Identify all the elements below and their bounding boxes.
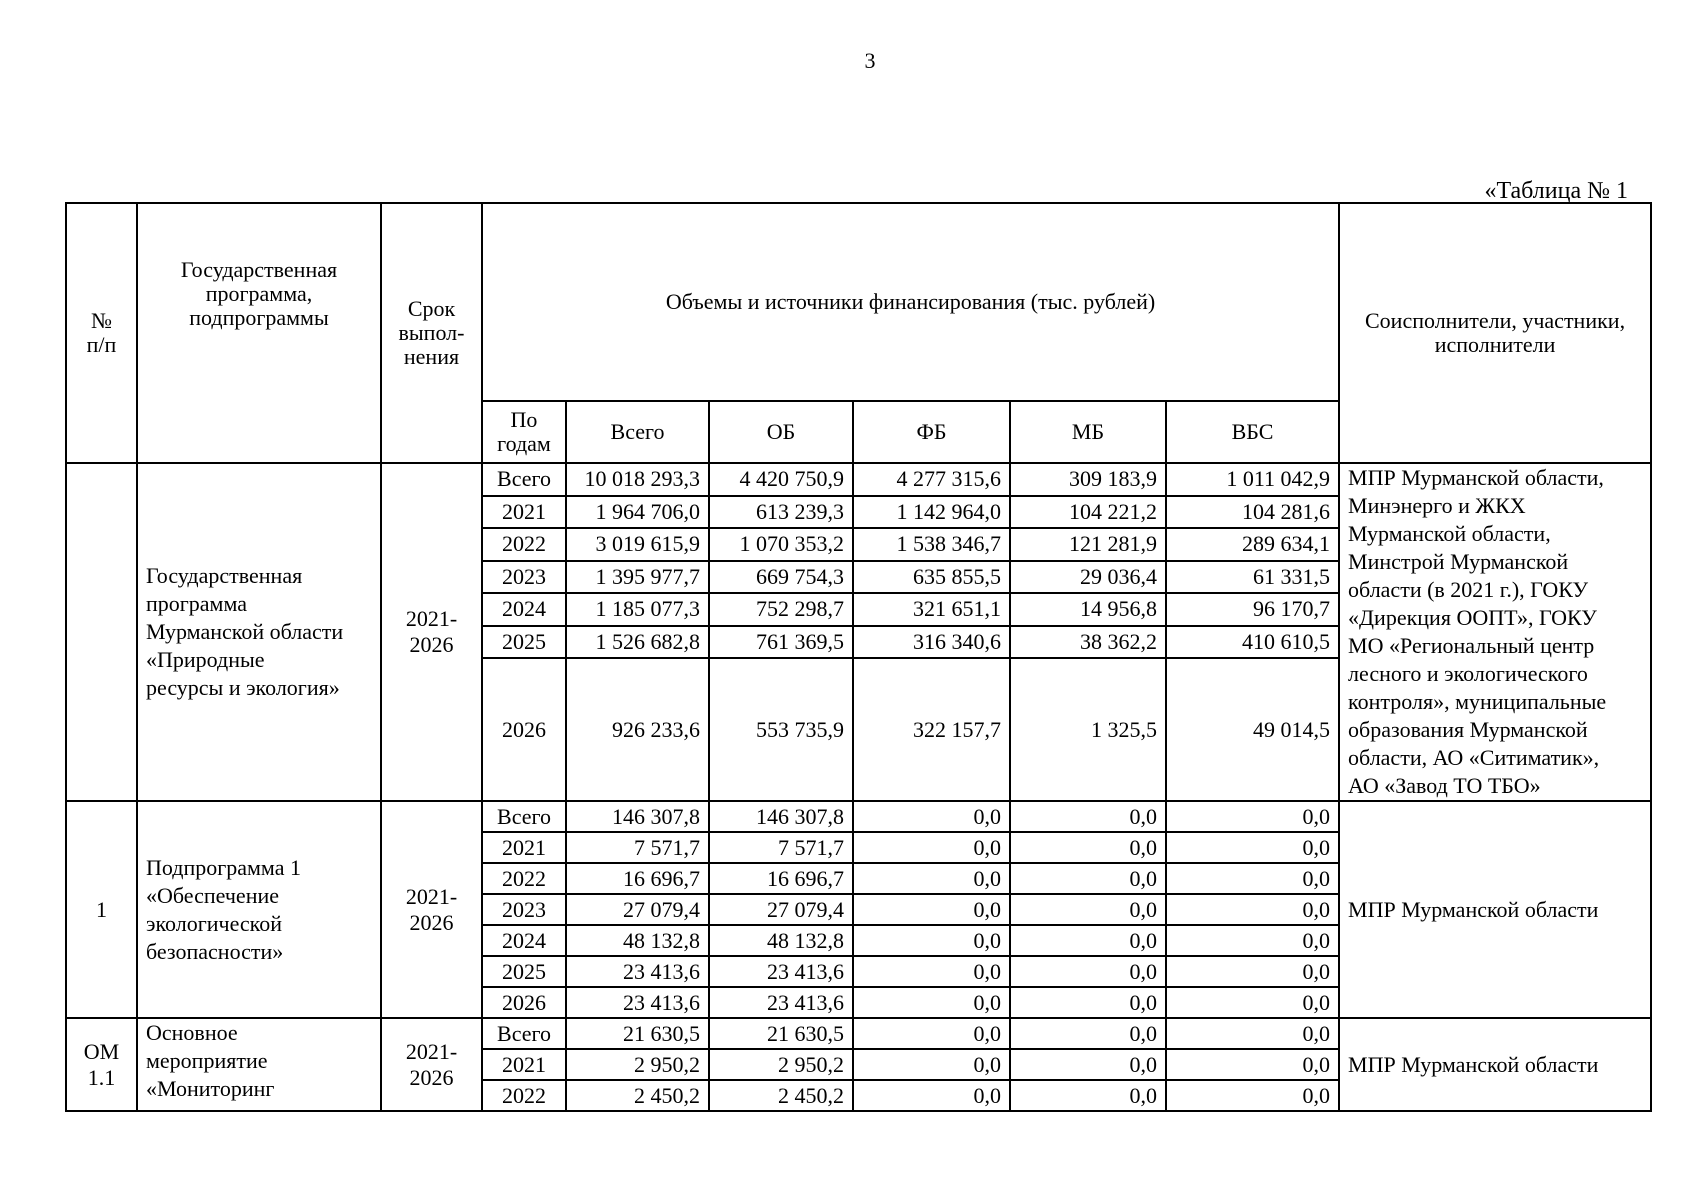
cell-vbs: 0,0 (1166, 1049, 1339, 1080)
cell-year: Всего (482, 1018, 566, 1049)
cell-year: Всего (482, 463, 566, 496)
cell-mb: 0,0 (1010, 894, 1166, 925)
cell-year: 2021 (482, 496, 566, 529)
header-no: № п/п (66, 203, 137, 463)
cell-total: 7 571,7 (566, 832, 709, 863)
cell-mb: 121 281,9 (1010, 528, 1166, 561)
cell-total: 23 413,6 (566, 987, 709, 1018)
cell-vbs: 289 634,1 (1166, 528, 1339, 561)
subheader-vbs: ВБС (1166, 401, 1339, 463)
cell-vbs: 0,0 (1166, 894, 1339, 925)
cell-mb: 14 956,8 (1010, 593, 1166, 626)
cell-fb: 0,0 (853, 1080, 1010, 1111)
cell-vbs: 0,0 (1166, 1080, 1339, 1111)
cell-fb: 0,0 (853, 987, 1010, 1018)
cell-vbs: 49 014,5 (1166, 658, 1339, 801)
subheader-years: По годам (482, 401, 566, 463)
cell-vbs: 96 170,7 (1166, 593, 1339, 626)
header-term: Срок выпол- нения (381, 203, 482, 463)
cell-ob: 27 079,4 (709, 894, 853, 925)
cell-year: 2026 (482, 658, 566, 801)
cell-vbs: 0,0 (1166, 832, 1339, 863)
cell-year: 2024 (482, 925, 566, 956)
cell-total: 2 950,2 (566, 1049, 709, 1080)
program-name: Государственная программа Мурманской области «Природные ресурсы и экология» (137, 463, 381, 801)
cell-year: 2021 (482, 832, 566, 863)
table-row (66, 463, 1651, 496)
cell-year: 2026 (482, 987, 566, 1018)
cell-total: 146 307,8 (566, 801, 709, 832)
cell-mb: 309 183,9 (1010, 463, 1166, 496)
header-row (66, 203, 1651, 401)
cell-vbs: 0,0 (1166, 1018, 1339, 1049)
cell-total: 926 233,6 (566, 658, 709, 801)
cell-ob: 752 298,7 (709, 593, 853, 626)
header-volumes: Объемы и источники финансирования (тыс. рублей) (482, 203, 1339, 401)
program-name: Основное мероприятие «Мониторинг (137, 1018, 381, 1111)
cell-ob: 16 696,7 (709, 863, 853, 894)
page-number: 3 (864, 48, 876, 73)
cell-year: 2025 (482, 956, 566, 987)
cell-mb: 0,0 (1010, 987, 1166, 1018)
header-program: Государственная программа, подпрограммы (137, 203, 381, 463)
cell-total: 23 413,6 (566, 956, 709, 987)
cell-total: 27 079,4 (566, 894, 709, 925)
cell-ob: 2 450,2 (709, 1080, 853, 1111)
subheader-ob: ОБ (709, 401, 853, 463)
cell-vbs: 0,0 (1166, 925, 1339, 956)
cell-vbs: 1 011 042,9 (1166, 463, 1339, 496)
cell-vbs: 61 331,5 (1166, 561, 1339, 594)
cell-year: Всего (482, 801, 566, 832)
cell-ob: 7 571,7 (709, 832, 853, 863)
row-number: 1 (66, 801, 137, 1018)
term: 2021- 2026 (381, 463, 482, 801)
cell-ob: 669 754,3 (709, 561, 853, 594)
cell-fb: 0,0 (853, 863, 1010, 894)
program-name: Подпрограмма 1 «Обеспечение экологической безопасности» (137, 801, 381, 1018)
cell-mb: 38 362,2 (1010, 626, 1166, 659)
subheader-total: Всего (566, 401, 709, 463)
cell-vbs: 410 610,5 (1166, 626, 1339, 659)
cell-ob: 4 420 750,9 (709, 463, 853, 496)
cell-ob: 553 735,9 (709, 658, 853, 801)
cell-total: 3 019 615,9 (566, 528, 709, 561)
cell-ob: 761 369,5 (709, 626, 853, 659)
cell-mb: 0,0 (1010, 863, 1166, 894)
table-caption: «Таблица № 1 (1484, 178, 1628, 204)
cell-fb: 4 277 315,6 (853, 463, 1010, 496)
cell-total: 1 526 682,8 (566, 626, 709, 659)
cell-fb: 321 651,1 (853, 593, 1010, 626)
cell-fb: 0,0 (853, 801, 1010, 832)
header-executors: Соисполнители, участники, исполнители (1339, 203, 1651, 463)
financing-table (65, 202, 1652, 1112)
cell-ob: 146 307,8 (709, 801, 853, 832)
term: 2021- 2026 (381, 1018, 482, 1111)
cell-total: 1 395 977,7 (566, 561, 709, 594)
cell-year: 2022 (482, 1080, 566, 1111)
subheader-mb: МБ (1010, 401, 1166, 463)
cell-mb: 0,0 (1010, 832, 1166, 863)
cell-fb: 0,0 (853, 832, 1010, 863)
table-row (66, 1018, 1651, 1049)
cell-vbs: 0,0 (1166, 956, 1339, 987)
cell-ob: 23 413,6 (709, 956, 853, 987)
cell-ob: 1 070 353,2 (709, 528, 853, 561)
cell-ob: 2 950,2 (709, 1049, 853, 1080)
cell-mb: 0,0 (1010, 1049, 1166, 1080)
cell-fb: 0,0 (853, 925, 1010, 956)
cell-ob: 48 132,8 (709, 925, 853, 956)
cell-fb: 316 340,6 (853, 626, 1010, 659)
cell-mb: 0,0 (1010, 1018, 1166, 1049)
cell-vbs: 0,0 (1166, 801, 1339, 832)
cell-mb: 0,0 (1010, 925, 1166, 956)
cell-fb: 0,0 (853, 894, 1010, 925)
cell-mb: 0,0 (1010, 1080, 1166, 1111)
cell-fb: 0,0 (853, 1049, 1010, 1080)
cell-fb: 0,0 (853, 956, 1010, 987)
executors: МПР Мурманской области, Минэнерго и ЖКХ Мурманской области, Минстрой Мурманской области (в 2021 г.), ГОКУ «Дирекция ООПТ», ГОКУ МО «Региональный центр лесного и экологического контроля», муниципальные образования Мурманской области, АО «Ситиматик», АО «Завод ТО ТБО» (1339, 463, 1651, 801)
cell-fb: 0,0 (853, 1018, 1010, 1049)
cell-total: 21 630,5 (566, 1018, 709, 1049)
cell-year: 2022 (482, 863, 566, 894)
executors: МПР Мурманской области (1339, 1018, 1651, 1111)
cell-total: 1 185 077,3 (566, 593, 709, 626)
cell-mb: 29 036,4 (1010, 561, 1166, 594)
cell-total: 48 132,8 (566, 925, 709, 956)
executors: МПР Мурманской области (1339, 801, 1651, 1018)
cell-total: 10 018 293,3 (566, 463, 709, 496)
cell-vbs: 0,0 (1166, 987, 1339, 1018)
cell-year: 2021 (482, 1049, 566, 1080)
cell-mb: 0,0 (1010, 956, 1166, 987)
cell-fb: 635 855,5 (853, 561, 1010, 594)
cell-ob: 23 413,6 (709, 987, 853, 1018)
row-number: ОМ 1.1 (66, 1018, 137, 1111)
cell-mb: 0,0 (1010, 801, 1166, 832)
cell-vbs: 104 281,6 (1166, 496, 1339, 529)
cell-year: 2024 (482, 593, 566, 626)
cell-total: 16 696,7 (566, 863, 709, 894)
cell-fb: 1 142 964,0 (853, 496, 1010, 529)
table-row (66, 801, 1651, 832)
cell-year: 2025 (482, 626, 566, 659)
subheader-fb: ФБ (853, 401, 1010, 463)
cell-year: 2023 (482, 894, 566, 925)
cell-vbs: 0,0 (1166, 863, 1339, 894)
term: 2021- 2026 (381, 801, 482, 1018)
cell-ob: 613 239,3 (709, 496, 853, 529)
cell-total: 1 964 706,0 (566, 496, 709, 529)
cell-total: 2 450,2 (566, 1080, 709, 1111)
cell-year: 2023 (482, 561, 566, 594)
cell-fb: 322 157,7 (853, 658, 1010, 801)
cell-mb: 104 221,2 (1010, 496, 1166, 529)
cell-ob: 21 630,5 (709, 1018, 853, 1049)
cell-year: 2022 (482, 528, 566, 561)
cell-mb: 1 325,5 (1010, 658, 1166, 801)
cell-fb: 1 538 346,7 (853, 528, 1010, 561)
row-number (66, 463, 137, 801)
